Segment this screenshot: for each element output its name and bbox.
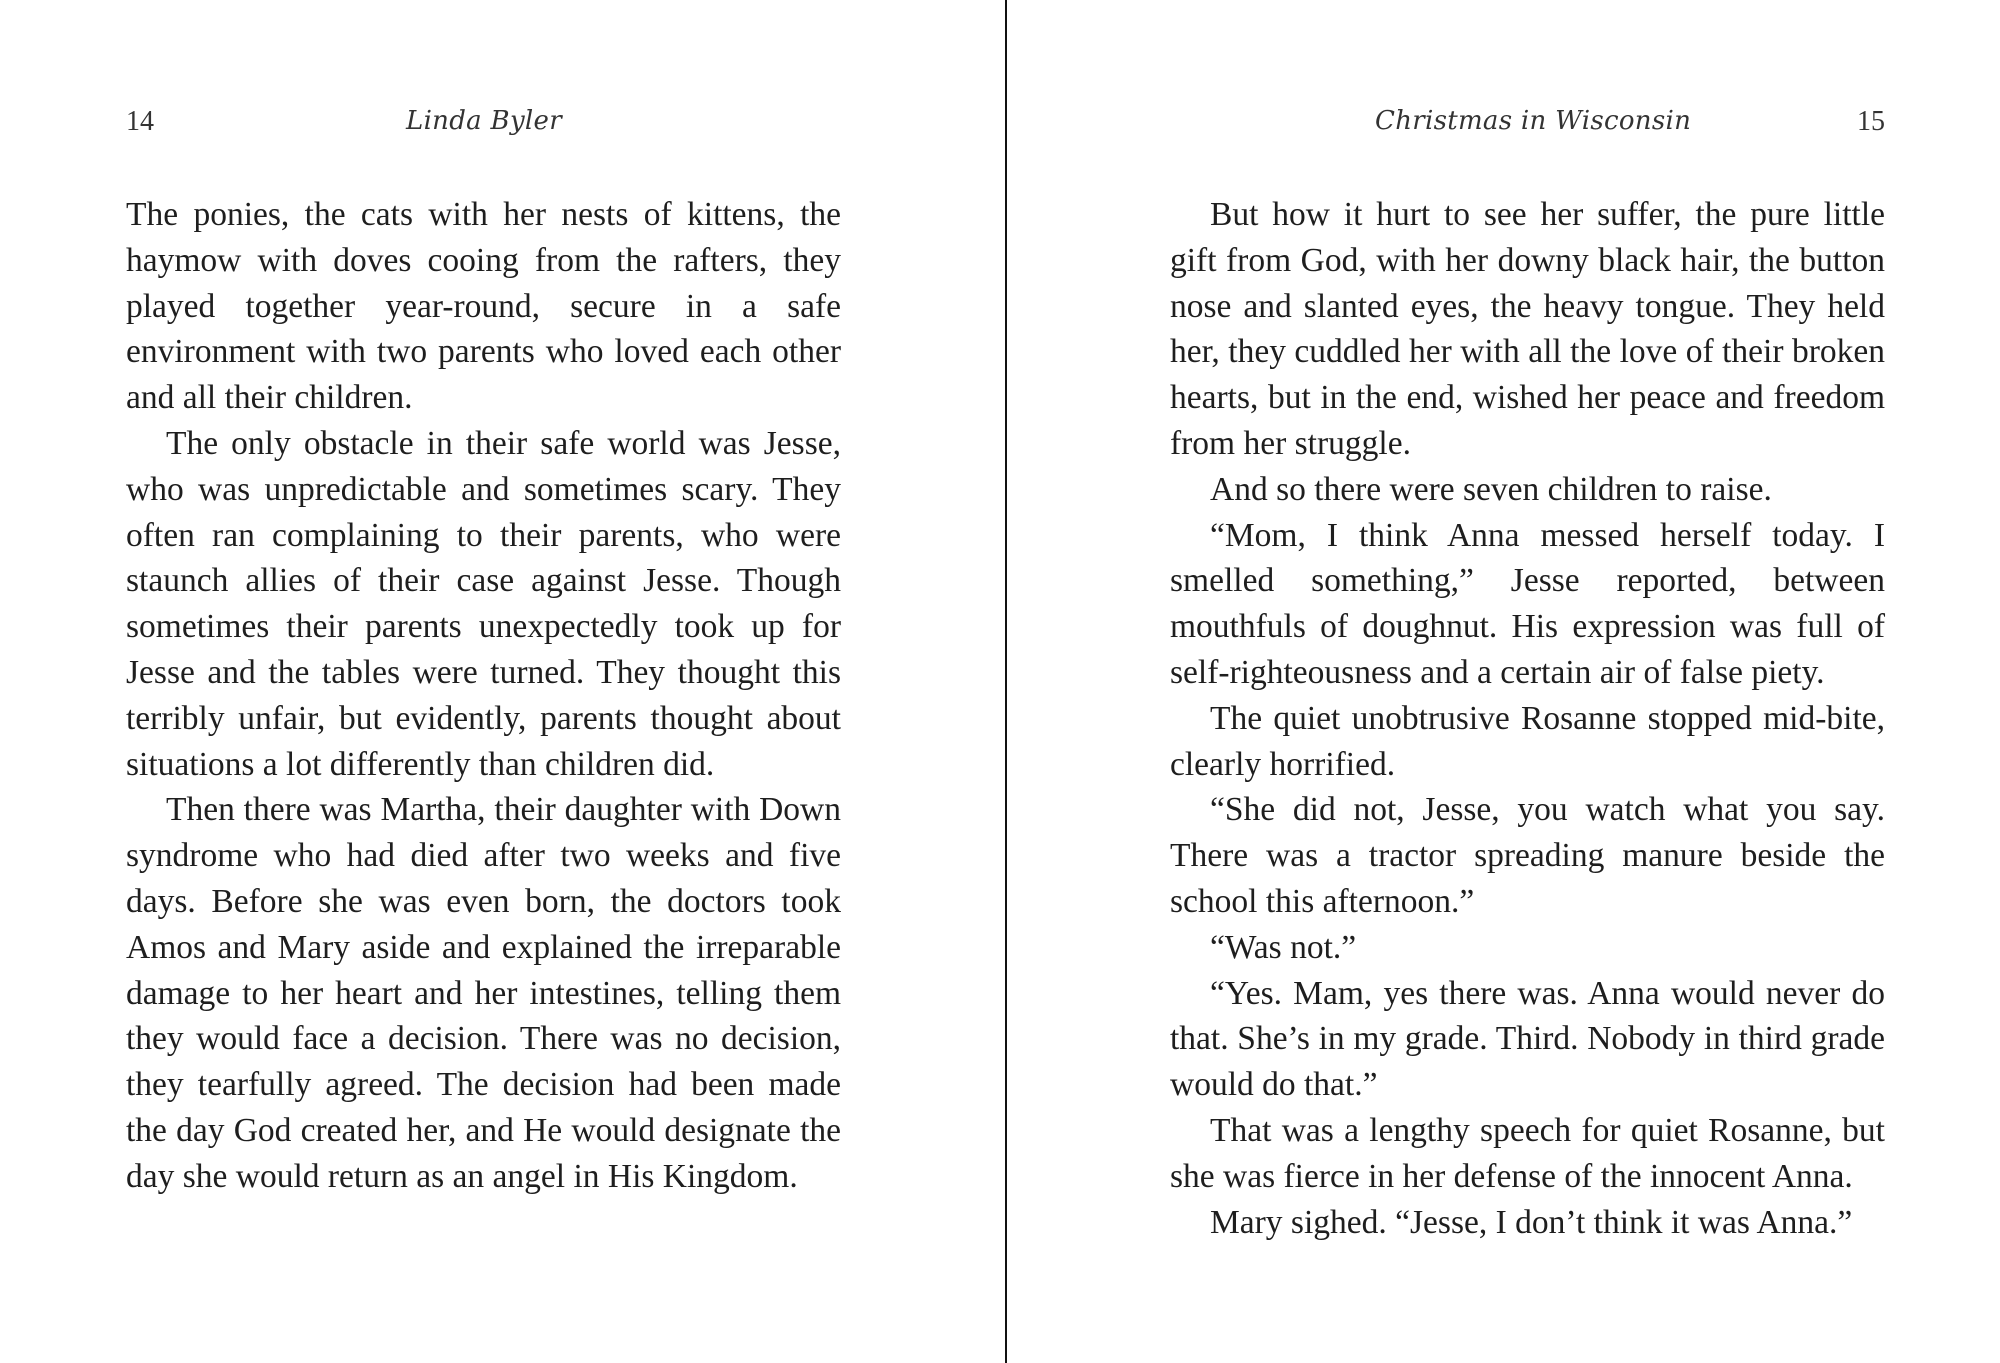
left-page [126, 0, 841, 1363]
right-running-head [1170, 106, 1885, 146]
right-page [1170, 0, 1885, 1363]
paragraph: “Was not.” [1210, 928, 1357, 966]
left-page-number: 14 [126, 106, 154, 137]
paragraph: That was a lengthy speech for quiet Rosanne, but she was fierce in her defense of the innocent Anna. [1170, 1111, 1885, 1195]
paragraph: But how it hurt to see her suffer, the pure little gift from God, with her downy black hair, the button nose and slanted eyes, the heavy tongue. They held her, they cuddled her with all the love of their broken hearts, but in the end, wished her peace and freedom from her struggle. [1170, 196, 1885, 462]
left-page-body [126, 192, 841, 1200]
paragraph: The ponies, the cats with her nests of kittens, the haymow with doves cooing from the rafters, they played together year-round, secure in a safe environment with two parents who loved each other and all their children. [126, 196, 841, 417]
author-running-head: Linda Byler [406, 106, 562, 136]
right-page-body [1170, 192, 1885, 1245]
left-running-head [126, 106, 841, 146]
page-gutter-divider [1005, 0, 1007, 1363]
paragraph: Then there was Martha, their daughter with Down syndrome who had died after two weeks and five days. Before she was even born, the doctors took Amos and Mary aside and explained the irreparable damage to her heart and her intestines, telling them they would face a decision. There was no decision, they tearfully agreed. The decision had been made the day God created her, and He would designate the day she would return as an angel in His Kingdom. [126, 791, 841, 1195]
paragraph: Mary sighed. “Jesse, I don’t think it was Anna.” [1210, 1203, 1853, 1241]
paragraph: “Mom, I think Anna messed herself today. I smelled something,” Jesse reported, between mouthfuls of doughnut. His expression was full of self-righteousness and a certain air of false piety. [1170, 516, 1885, 691]
paragraph: The quiet unobtrusive Rosanne stopped mid-bite, clearly horrified. [1170, 699, 1885, 783]
paragraph: “She did not, Jesse, you watch what you say. There was a tractor spreading manure beside the school this afternoon.” [1170, 791, 1885, 920]
right-page-number: 15 [1857, 106, 1885, 137]
paragraph: And so there were seven children to raise. [1210, 470, 1772, 508]
paragraph: The only obstacle in their safe world was Jesse, who was unpredictable and sometimes scary. They often ran complaining to their parents, who were staunch allies of their case against Jesse. Though sometimes their parents unexpectedly took up for Jesse and the tables were turned. They thought this terribly unfair, but evidently, parents thought about situations a lot differently than children did. [126, 424, 841, 783]
paragraph: “Yes. Mam, yes there was. Anna would never do that. She’s in my grade. Third. Nobody in third grade would do that.” [1170, 974, 1885, 1104]
book-title-running-head: Christmas in Wisconsin [1375, 106, 1692, 136]
